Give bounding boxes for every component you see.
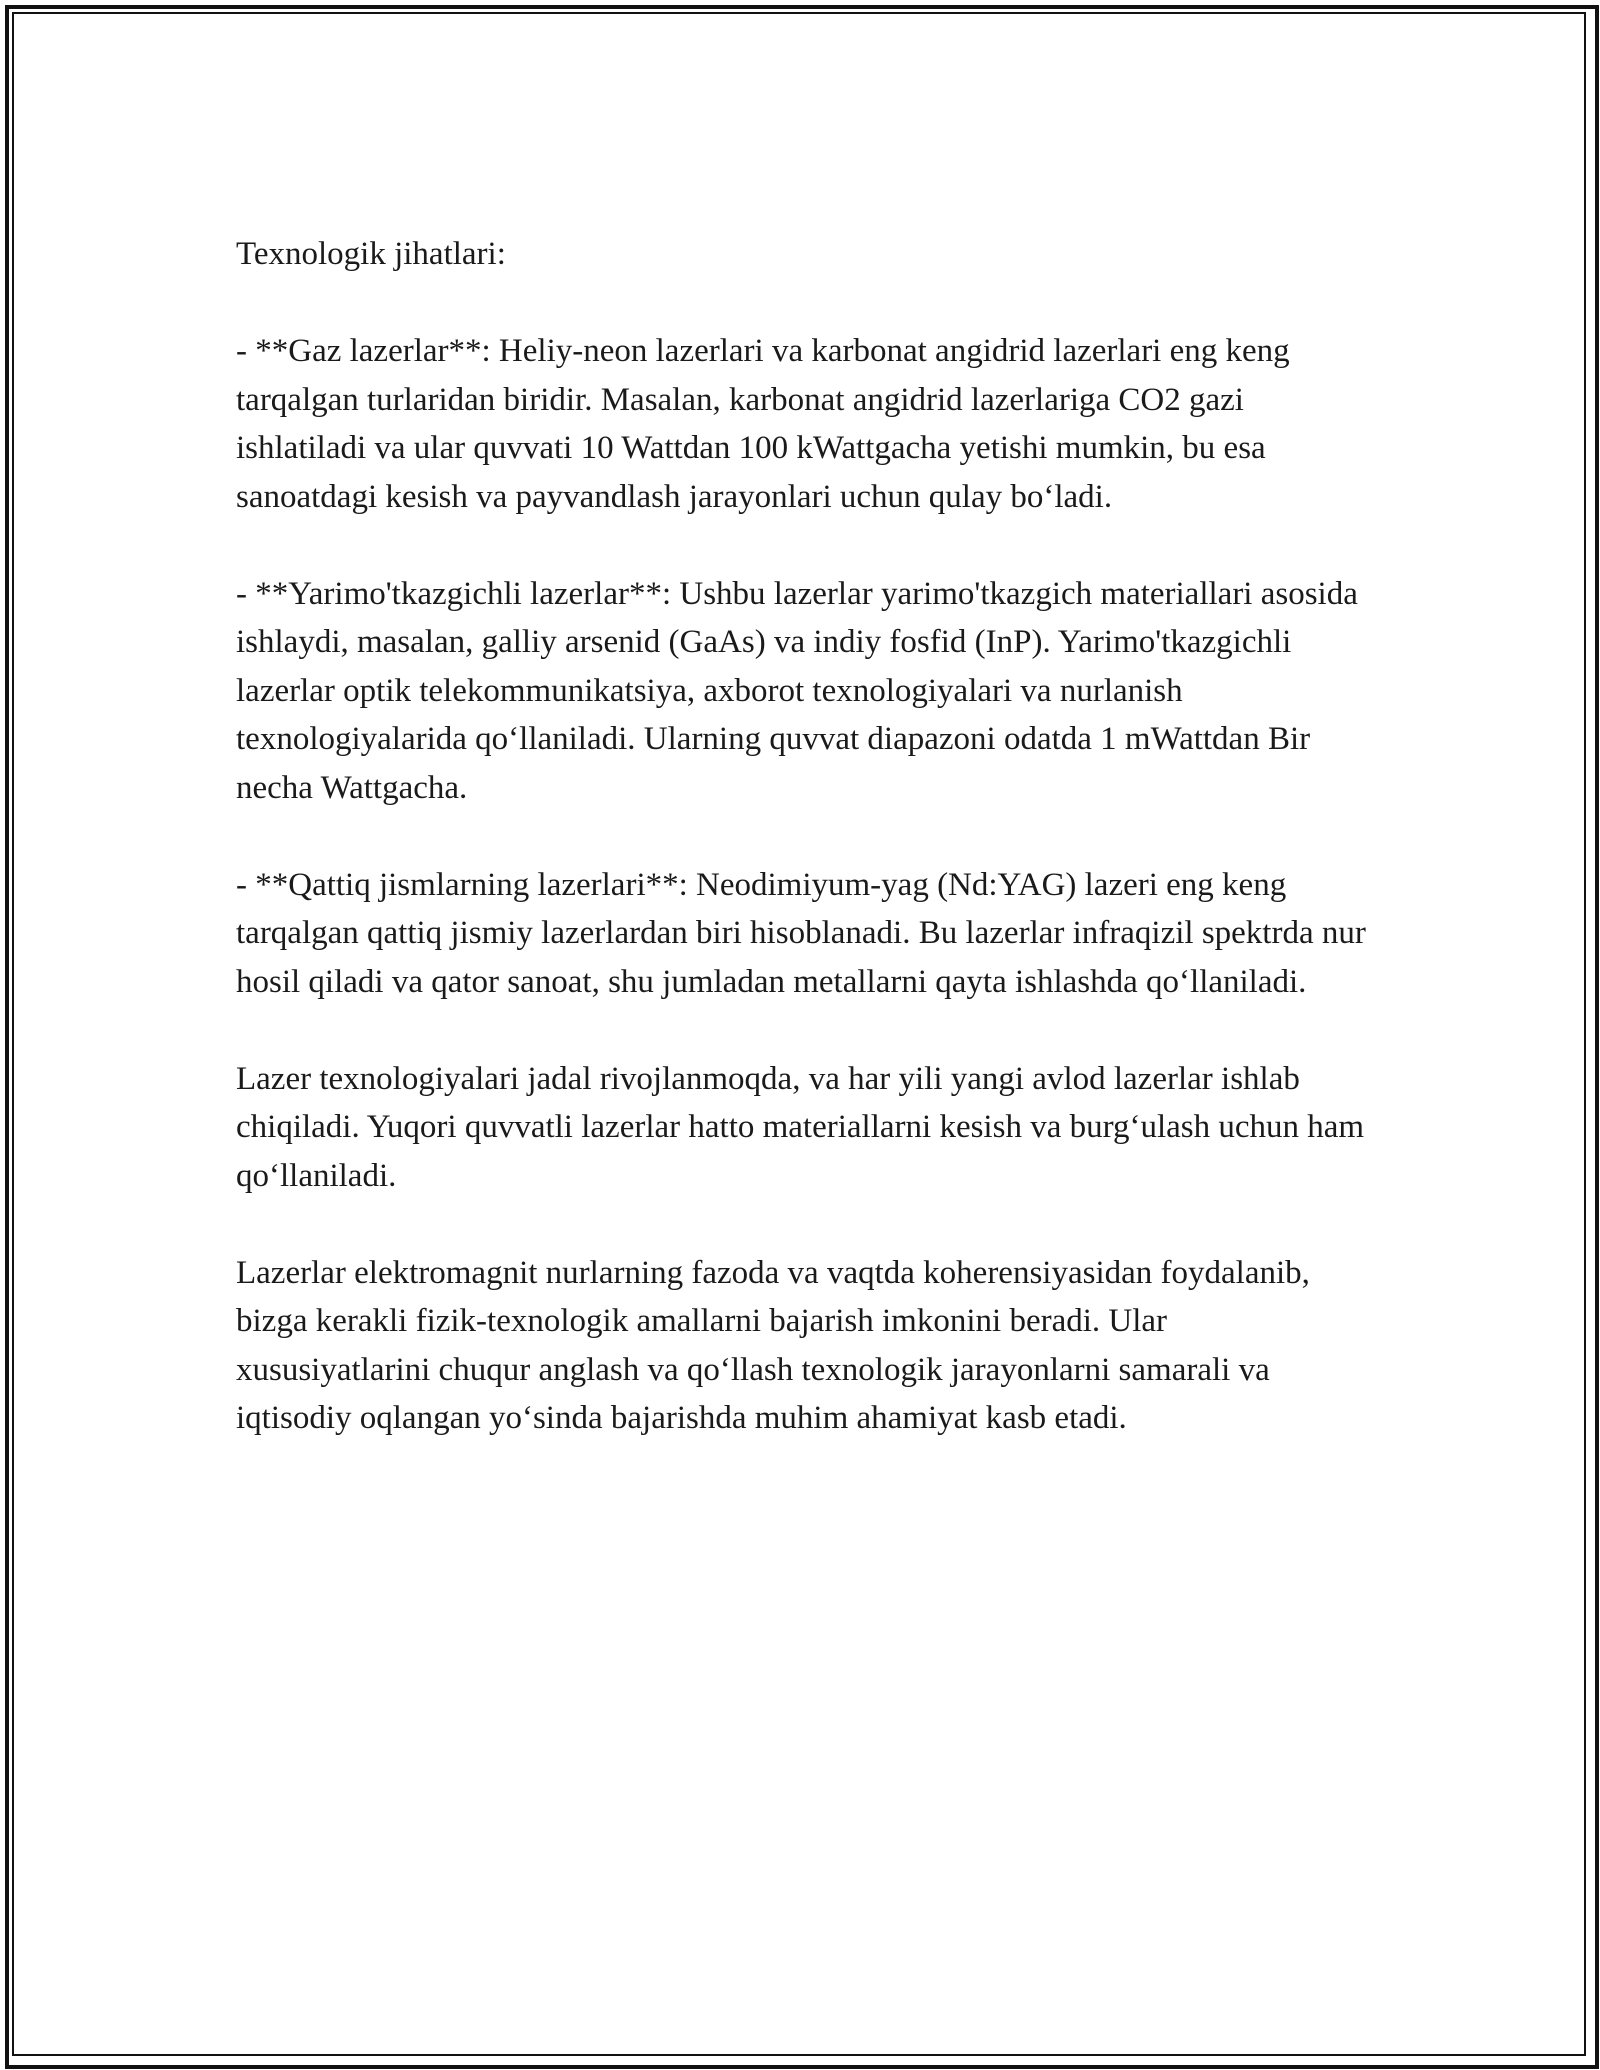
- paragraph-solid-state-lasers: - **Qattiq jismlarning lazerlari**: Neodimiyum-yag (Nd:YAG) lazeri eng keng tarqalgan qattiq jismiy lazerlardan biri hisoblanadi. Bu lazerlar infraqizil spektrda nur hosil qiladi va qator sanoat, shu jumladan metallarni qayta ishlashda qo‘llaniladi.: [236, 866, 1366, 1000]
- paragraph-conclusion: Lazerlar elektromagnit nurlarning fazoda va vaqtda koherensiyasidan foydalanib, bizga kerakli fizik-texnologik amallarni bajarish imkonini beradi. Ular xususiyatlarini chuqur anglash va qo‘llash texnologik jarayonlarni samarali va iqtisodiy oqlangan yo‘sinda bajarishda muhim ahamiyat kasb etadi.: [236, 1254, 1310, 1436]
- paragraph-gas-lasers: - **Gaz lazerlar**: Heliy-neon lazerlari va karbonat angidrid lazerlari eng keng tarqalgan turlaridan biridir. Masalan, karbonat angidrid lazerlariga CO2 gazi ishlatiladi va ular quvvati 10 Wattdan 100 kWattgacha yetishi mumkin, bu esa sanoatdagi kesish va payvandlash jarayonlari uchun qulay bo‘ladi.: [236, 333, 1290, 515]
- paragraph-laser-development: Lazer texnologiyalari jadal rivojlanmoqda, va har yili yangi avlod lazerlar ishlab chiqiladi. Yuqori quvvatli lazerlar hatto materiallarni kesish va burg‘ulash uchun ham qo‘llaniladi.: [236, 1060, 1365, 1194]
- document-body: [236, 230, 1366, 1491]
- document-heading: Texnologik jihatlari:: [236, 236, 506, 272]
- paragraph-semiconductor-lasers: - **Yarimo'tkazgichli lazerlar**: Ushbu lazerlar yarimo'tkazgich materiallari asosida ishlaydi, masalan, galliy arsenid (GaAs) va indiy fosfid (InP). Yarimo'tkazgichli lazerlar optik telekommunikatsiya, axborot texnologiyalari va nurlanish texnologiyalarida qo‘llaniladi. Ularning quvvat diapazoni odatda 1 mWattdan Bir necha Wattgacha.: [236, 575, 1358, 806]
